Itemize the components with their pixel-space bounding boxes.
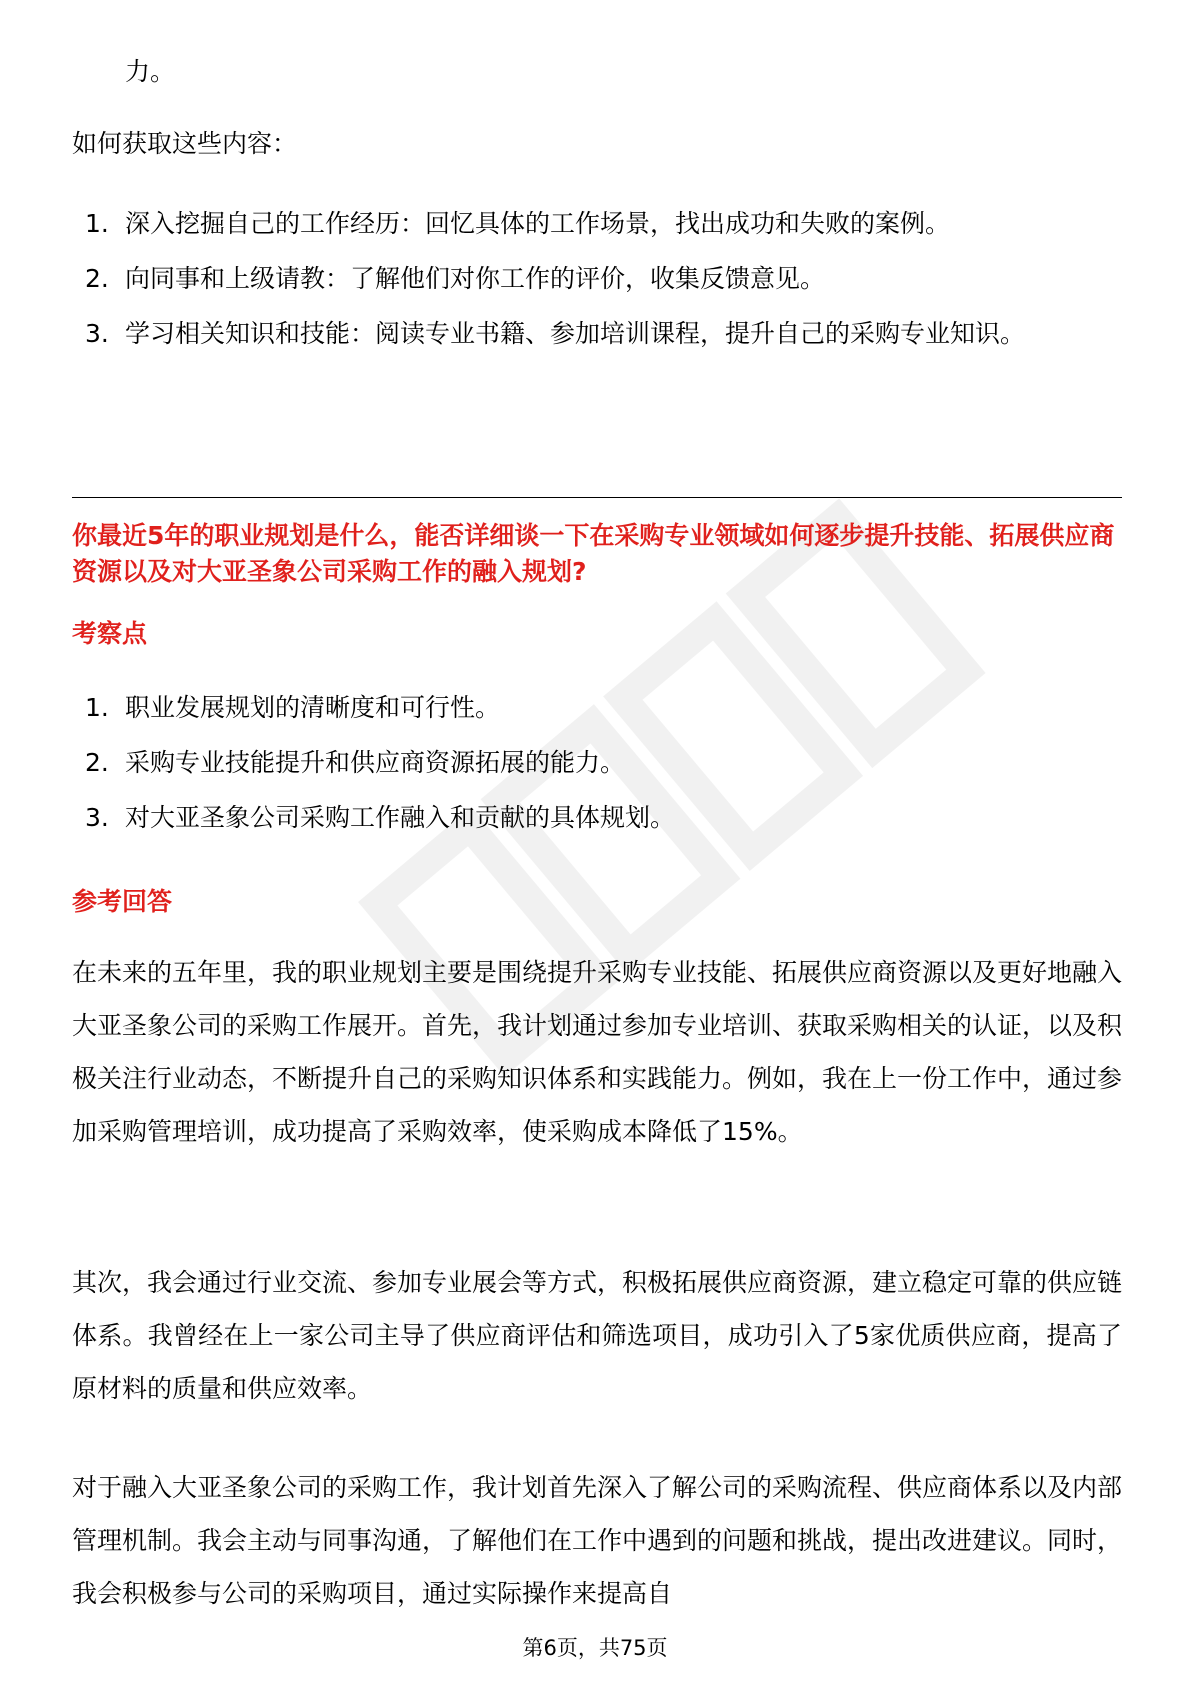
list-item: 1. 深入挖掘自己的工作经历：回忆具体的工作场景，找出成功和失败的案例。 (85, 209, 951, 238)
section-divider (72, 497, 1122, 498)
list-item: 3. 学习相关知识和技能：阅读专业书籍、参加培训课程，提升自己的采购专业知识。 (85, 319, 1026, 348)
list-item: 2. 向同事和上级请教：了解他们对你工作的评价，收集反馈意见。 (85, 264, 826, 293)
list-item: 2. 采购专业技能提升和供应商资源拓展的能力。 (85, 748, 626, 777)
answer-paragraph: 其次，我会通过行业交流、参加专业展会等方式，积极拓展供应商资源，建立稳定可靠的供应链体系。我曾经在上一家公司主导了供应商评估和筛选项目，成功引入了5家优质供应商，提高了原材料的质量和供应效率。 (72, 1268, 1123, 1403)
answer-heading: 参考回答 (72, 887, 173, 916)
focus-list (72, 680, 1118, 845)
focus-heading: 考察点 (72, 619, 148, 648)
question-title: 你最近5年的职业规划是什么，能否详细谈一下在采购专业领域如何逐步提升技能、拓展供应商资源以及对大亚圣象公司采购工作的融入规划? (72, 521, 1115, 586)
list-item: 1. 职业发展规划的清晰度和可行性。 (85, 693, 501, 722)
how-to-list (72, 196, 1118, 361)
answer-paragraph: 对于融入大亚圣象公司的采购工作，我计划首先深入了解公司的采购流程、供应商体系以及内部管理机制。我会主动与同事沟通，了解他们在工作中遇到的问题和挑战，提出改进建议。同时，我会积极参与公司的采购项目，通过实际操作来提高自 (72, 1473, 1123, 1608)
page-number: 第6页，共75页 (522, 1636, 668, 1660)
how-to-heading: 如何获取这些内容： (72, 129, 298, 158)
answer-paragraph: 在未来的五年里，我的职业规划主要是围绕提升采购专业技能、拓展供应商资源以及更好地融入大亚圣象公司的采购工作展开。首先，我计划通过参加专业培训、获取采购相关的认证，以及积极关注行业动态，不断提升自己的采购知识体系和实践能力。例如，我在上一份工作中，通过参加采购管理培训，成功提高了采购效率，使采购成本降低了15%。 (72, 958, 1123, 1146)
list-item: 3. 对大亚圣象公司采购工作融入和贡献的具体规划。 (85, 803, 676, 832)
continuation-text: 力。 (125, 57, 176, 86)
